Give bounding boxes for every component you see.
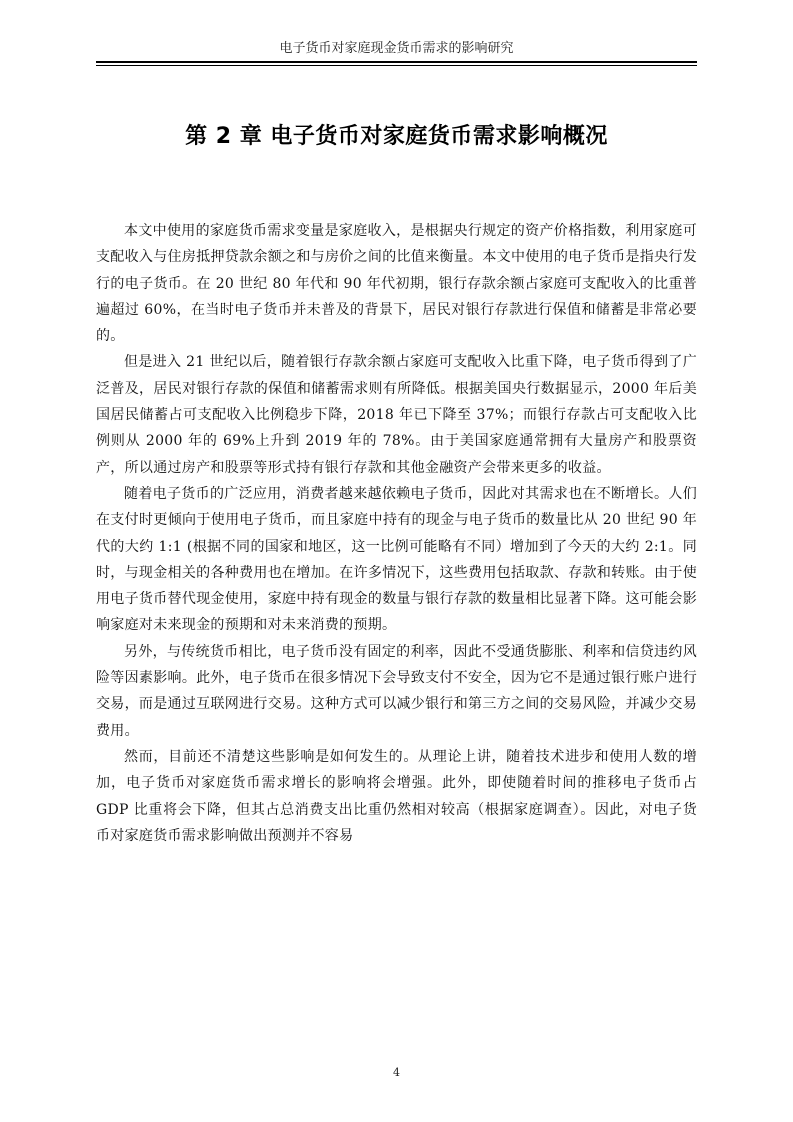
paragraph-1: 本文中使用的家庭货币需求变量是家庭收入，是根据央行规定的资产价格指数，利用家庭可支配收入与住房抵押贷款余额之和与房价之间的比值来衡量。本文中使用的电子货币是指央行发行的电子货币。在 20 世纪 80 年代和 90 年代初期，银行存款余额占家庭可支配收入的比重普遍超过 60%，在当时电子货币并未普及的背景下，居民对银行存款进行保值和储蓄是非常必要的。 [96,223,697,345]
body-text [96,218,697,849]
header-rule-thick [96,61,697,63]
paragraph-3: 随着电子货币的广泛应用，消费者越来越依赖电子货币，因此对其需求也在不断增长。人们在支付时更倾向于使用电子货币，而且家庭中持有的现金与电子货币的数量比从 20 世纪 90 年代的大约 1:1 (根据不同的国家和地区，这一比例可能略有不同）增加到了今天的大约 2:1。同时，与现金相关的各种费用也在增加。在许多情况下，这些费用包括取款、存款和转账。由于使用电子货币替代现金使用，家庭中持有现金的数量与银行存款的数量相比显著下降。这可能会影响家庭对未来现金的预期和对未来消费的预期。 [96,485,697,634]
paragraph-5: 然而，目前还不清楚这些影响是如何发生的。从理论上讲，随着技术进步和使用人数的增加，电子货币对家庭货币需求增长的影响将会增强。此外，即使随着时间的推移电子货币占 GDP 比重将会下降，但其占总消费支出比重仍然相对较高（根据家庭调查）。因此，对电子货币对家庭货币需求影响做出预测并不容易 [96,748,697,844]
paragraph-2: 但是进入 21 世纪以后，随着银行存款余额占家庭可支配收入比重下降，电子货币得到了广泛普及，居民对银行存款的保值和储蓄需求则有所降低。根据美国央行数据显示，2000 年后美国居民储蓄占可支配收入比例稳步下降，2018 年已下降至 37%；而银行存款占可支配收入比例则从 2000 年的 69%上升到 2019 年的 78%。由于美国家庭通常拥有大量房产和股票资产，所以通过房产和股票等形式持有银行存款和其他金融资产会带来更多的收益。 [96,354,697,476]
chapter-title: 第 2 章 电子货币对家庭货币需求影响概况 [185,124,608,149]
paragraph-4: 另外，与传统货币相比，电子货币没有固定的利率，因此不受通货膨胀、利率和信贷违约风险等因素影响。此外，电子货币在很多情况下会导致支付不安全，因为它不是通过银行账户进行交易，而是通过互联网进行交易。这种方式可以减少银行和第三方之间的交易风险，并减少交易费用。 [96,643,697,739]
running-header: 电子货币对家庭现金货币需求的影响研究 [279,41,514,56]
header-rule-thin [96,65,697,66]
page-number: 4 [393,1066,400,1079]
